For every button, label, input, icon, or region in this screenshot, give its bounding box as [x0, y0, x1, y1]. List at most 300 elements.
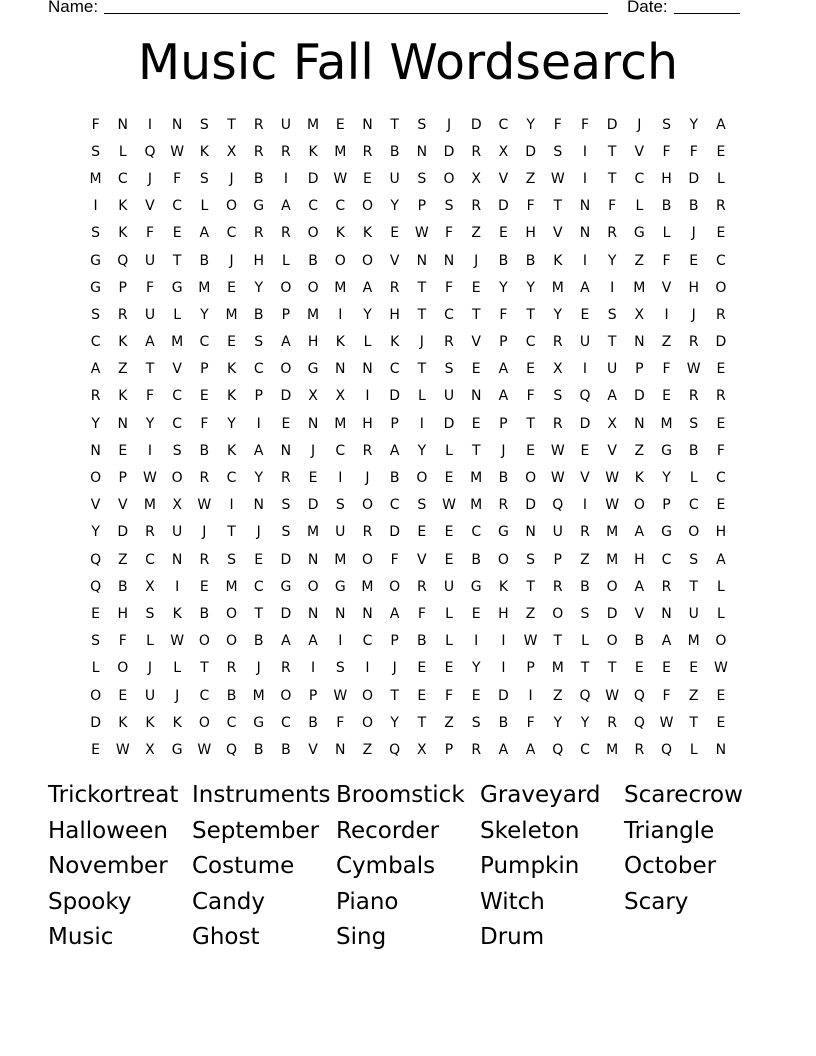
- grid-letter: T: [526, 306, 535, 323]
- grid-letter: F: [145, 279, 154, 296]
- grid-letter: S: [227, 551, 236, 568]
- grid-letter: Q: [579, 388, 591, 405]
- grid-letter: V: [607, 442, 617, 459]
- grid-letter: D: [688, 170, 700, 187]
- grid-letter: Q: [90, 578, 102, 595]
- grid-letter: G: [280, 578, 292, 595]
- grid-letter: L: [689, 470, 698, 487]
- grid-letter: O: [280, 279, 292, 296]
- grid-letter: W: [197, 497, 212, 514]
- grid-letter: A: [498, 388, 509, 405]
- grid-letter: E: [471, 279, 481, 296]
- grid-letter: B: [498, 252, 509, 269]
- grid-letter: L: [662, 225, 671, 242]
- name-field-line[interactable]: [104, 13, 608, 14]
- grid-letter: O: [389, 578, 401, 595]
- grid-letter: A: [389, 605, 400, 622]
- grid-letter: T: [607, 143, 617, 160]
- grid-letter: C: [716, 470, 726, 487]
- grid-letter: P: [499, 334, 508, 351]
- grid-letter: A: [145, 334, 155, 351]
- grid-letter: G: [661, 524, 672, 541]
- grid-letter: U: [579, 334, 591, 351]
- grid-letter: D: [715, 334, 727, 351]
- grid-letter: G: [171, 279, 183, 296]
- grid-letter: F: [526, 198, 535, 215]
- grid-letter: V: [634, 143, 645, 160]
- word-list-item: Skeleton: [480, 817, 580, 844]
- grid-letter: I: [610, 279, 615, 296]
- grid-letter: K: [335, 334, 345, 351]
- grid-letter: F: [526, 714, 535, 731]
- grid-letter: J: [446, 116, 452, 133]
- grid-letter: H: [525, 225, 536, 242]
- grid-letter: F: [145, 388, 154, 405]
- grid-letter: X: [226, 143, 237, 160]
- grid-letter: A: [716, 116, 726, 133]
- grid-letter: J: [501, 442, 506, 459]
- grid-letter: A: [389, 442, 400, 459]
- grid-letter: Z: [661, 334, 672, 351]
- grid-letter: D: [633, 388, 645, 405]
- grid-letter: L: [717, 605, 725, 622]
- grid-letter: T: [417, 361, 427, 378]
- grid-letter: A: [525, 741, 536, 758]
- grid-letter: X: [498, 143, 509, 160]
- grid-letter: L: [445, 442, 453, 459]
- grid-letter: G: [633, 225, 645, 242]
- grid-letter: C: [226, 714, 237, 731]
- grid-letter: D: [307, 170, 319, 187]
- grid-letter: B: [253, 306, 264, 323]
- grid-letter: B: [199, 605, 210, 622]
- grid-letter: J: [229, 170, 234, 187]
- grid-letter: C: [199, 687, 210, 704]
- grid-letter: H: [253, 252, 264, 269]
- grid-letter: V: [389, 252, 400, 269]
- grid-letter: E: [417, 687, 427, 704]
- grid-letter: O: [307, 225, 319, 242]
- grid-letter: I: [147, 116, 153, 133]
- grid-letter: Z: [117, 361, 128, 378]
- grid-letter: B: [498, 470, 509, 487]
- grid-letter: E: [227, 334, 236, 351]
- grid-letter: B: [389, 470, 400, 487]
- grid-letter: Y: [227, 415, 236, 432]
- grid-letter: E: [689, 252, 699, 269]
- grid-letter: V: [552, 225, 563, 242]
- grid-letter: I: [582, 361, 588, 378]
- grid-letter: J: [256, 660, 261, 677]
- grid-letter: I: [582, 497, 588, 514]
- grid-letter: O: [606, 578, 618, 595]
- grid-letter: A: [634, 524, 645, 541]
- grid-letter: R: [281, 470, 291, 487]
- grid-letter: V: [145, 198, 155, 215]
- grid-letter: Q: [117, 252, 129, 269]
- grid-letter: C: [281, 714, 291, 731]
- grid-letter: G: [90, 252, 102, 269]
- grid-letter: N: [171, 116, 183, 133]
- grid-letter: I: [582, 143, 588, 160]
- grid-letter: O: [715, 633, 727, 650]
- grid-letter: W: [550, 170, 565, 187]
- grid-letter: L: [173, 660, 182, 677]
- grid-letter: O: [90, 687, 102, 704]
- grid-letter: I: [256, 415, 261, 432]
- grid-letter: H: [362, 415, 373, 432]
- grid-letter: C: [172, 198, 183, 215]
- grid-letter: I: [338, 306, 343, 323]
- grid-letter: A: [281, 198, 291, 215]
- grid-letter: V: [90, 497, 101, 514]
- grid-letter: X: [145, 578, 155, 595]
- grid-letter: S: [417, 170, 427, 187]
- grid-letter: A: [634, 578, 645, 595]
- grid-letter: R: [199, 551, 210, 568]
- grid-letter: R: [634, 741, 645, 758]
- grid-letter: L: [146, 633, 154, 650]
- grid-letter: C: [172, 388, 183, 405]
- grid-letter: O: [198, 633, 210, 650]
- grid-letter: L: [417, 388, 426, 405]
- grid-letter: M: [334, 415, 347, 432]
- grid-letter: C: [199, 334, 210, 351]
- page-title: Music Fall Wordsearch: [137, 34, 679, 91]
- grid-letter: C: [580, 741, 590, 758]
- grid-letter: B: [389, 143, 400, 160]
- grid-letter: N: [443, 252, 455, 269]
- grid-letter: S: [417, 116, 427, 133]
- grid-letter: X: [471, 170, 482, 187]
- grid-letter: N: [362, 361, 373, 378]
- grid-letter: Q: [552, 497, 564, 514]
- grid-letter: O: [606, 633, 618, 650]
- grid-letter: K: [226, 361, 237, 378]
- grid-letter: R: [607, 225, 618, 242]
- grid-letter: J: [474, 252, 479, 269]
- grid-letter: P: [499, 415, 508, 432]
- grid-letter: O: [443, 170, 455, 187]
- grid-letter: T: [607, 660, 617, 677]
- grid-letter: T: [417, 306, 427, 323]
- grid-letter: A: [661, 633, 672, 650]
- grid-letter: S: [335, 497, 345, 514]
- grid-letter: B: [688, 198, 699, 215]
- header-row: [48, 0, 748, 19]
- grid-letter: M: [171, 334, 184, 351]
- grid-letter: U: [335, 524, 346, 541]
- grid-letter: F: [445, 279, 454, 296]
- grid-letter: F: [336, 714, 345, 731]
- grid-letter: E: [716, 143, 726, 160]
- grid-letter: H: [307, 334, 319, 351]
- grid-letter: D: [470, 116, 482, 133]
- grid-letter: W: [333, 170, 348, 187]
- grid-letter: I: [147, 442, 153, 459]
- grid-letter: C: [117, 170, 128, 187]
- grid-letter: Z: [634, 442, 645, 459]
- grid-letter: N: [362, 116, 373, 133]
- grid-letter: L: [91, 660, 100, 677]
- grid-letter: N: [117, 116, 129, 133]
- grid-letter: M: [334, 143, 347, 160]
- grid-letter: A: [498, 361, 509, 378]
- grid-letter: W: [605, 497, 620, 514]
- word-list-item: Piano: [336, 888, 399, 915]
- grid-letter: W: [197, 741, 212, 758]
- grid-letter: E: [634, 660, 644, 677]
- grid-letter: Y: [91, 415, 100, 432]
- grid-letter: N: [470, 388, 482, 405]
- grid-letter: O: [361, 252, 373, 269]
- grid-letter: T: [172, 252, 182, 269]
- grid-letter: E: [526, 442, 536, 459]
- grid-letter: C: [335, 442, 346, 459]
- grid-letter: T: [689, 714, 698, 731]
- grid-letter: D: [280, 551, 292, 568]
- grid-letter: S: [553, 143, 563, 160]
- grid-letter: K: [172, 605, 182, 622]
- grid-letter: E: [471, 415, 481, 432]
- grid-letter: C: [335, 198, 346, 215]
- grid-letter: K: [335, 225, 345, 242]
- grid-letter: I: [338, 633, 343, 650]
- grid-letter: R: [552, 415, 563, 432]
- word-list: [48, 778, 768, 956]
- grid-letter: S: [689, 551, 699, 568]
- grid-letter: R: [716, 388, 726, 405]
- letter-grid: [82, 111, 735, 764]
- grid-letter: N: [715, 741, 727, 758]
- grid-letter: O: [416, 470, 428, 487]
- grid-letter: I: [474, 633, 479, 650]
- grid-letter: E: [662, 660, 671, 677]
- grid-letter: P: [281, 306, 291, 323]
- grid-letter: S: [199, 116, 209, 133]
- grid-letter: K: [226, 388, 237, 405]
- grid-letter: E: [199, 388, 209, 405]
- grid-letter: B: [199, 442, 210, 459]
- grid-letter: C: [634, 170, 645, 187]
- grid-letter: Z: [552, 687, 563, 704]
- grid-letter: C: [661, 551, 672, 568]
- grid-letter: C: [253, 361, 264, 378]
- word-list-item: Candy: [192, 888, 265, 915]
- grid-letter: Y: [390, 198, 399, 215]
- grid-letter: S: [444, 198, 454, 215]
- grid-letter: P: [308, 687, 318, 704]
- grid-letter: F: [526, 388, 535, 405]
- grid-letter: W: [659, 714, 674, 731]
- grid-letter: G: [253, 714, 265, 731]
- grid-letter: O: [117, 660, 129, 677]
- grid-letter: W: [143, 470, 157, 487]
- grid-letter: O: [361, 198, 373, 215]
- grid-letter: S: [199, 170, 209, 187]
- grid-letter: Q: [226, 741, 238, 758]
- grid-letter: A: [362, 279, 373, 296]
- grid-letter: I: [664, 306, 669, 323]
- grid-letter: R: [226, 660, 237, 677]
- grid-letter: Y: [145, 415, 155, 432]
- word-list-item: Graveyard: [480, 782, 601, 808]
- grid-letter: K: [390, 334, 400, 351]
- word-list-item: Recorder: [336, 817, 440, 844]
- grid-letter: L: [173, 306, 182, 323]
- grid-letter: R: [362, 143, 373, 160]
- date-label: Date:: [627, 0, 668, 16]
- grid-letter: C: [444, 306, 454, 323]
- grid-letter: T: [580, 660, 590, 677]
- grid-letter: M: [198, 279, 211, 296]
- grid-letter: L: [717, 170, 725, 187]
- grid-letter: Y: [526, 279, 535, 296]
- grid-letter: T: [200, 660, 209, 677]
- grid-letter: P: [390, 633, 399, 650]
- grid-letter: R: [145, 524, 155, 541]
- grid-letter: X: [552, 361, 563, 378]
- grid-letter: Z: [117, 551, 128, 568]
- word-list-item: Broomstick: [336, 782, 465, 808]
- grid-letter: D: [579, 415, 591, 432]
- grid-letter: X: [308, 388, 318, 405]
- grid-letter: V: [117, 497, 128, 514]
- grid-letter: E: [498, 225, 508, 242]
- date-field-line[interactable]: [674, 13, 740, 14]
- grid-letter: C: [525, 334, 536, 351]
- word-list-item: Sing: [336, 924, 387, 950]
- grid-letter: T: [471, 442, 481, 459]
- grid-letter: I: [175, 578, 180, 595]
- grid-letter: O: [688, 524, 700, 541]
- grid-letter: D: [280, 605, 292, 622]
- grid-letter: R: [580, 524, 590, 541]
- name-label: Name:: [48, 0, 99, 16]
- grid-letter: D: [525, 143, 536, 160]
- grid-letter: M: [307, 306, 320, 323]
- grid-letter: F: [417, 605, 426, 622]
- grid-letter: J: [419, 334, 424, 351]
- grid-letter: O: [280, 687, 292, 704]
- grid-letter: E: [444, 470, 454, 487]
- grid-letter: D: [443, 415, 455, 432]
- grid-letter: R: [117, 306, 128, 323]
- grid-letter: Q: [633, 687, 645, 704]
- grid-letter: H: [117, 605, 129, 622]
- grid-letter: O: [361, 497, 373, 514]
- grid-letter: N: [416, 252, 428, 269]
- grid-letter: J: [365, 470, 370, 487]
- grid-letter: Z: [444, 714, 454, 731]
- grid-letter: E: [716, 415, 726, 432]
- grid-letter: O: [90, 470, 102, 487]
- grid-letter: A: [90, 361, 101, 378]
- grid-letter: S: [526, 551, 536, 568]
- grid-letter: M: [470, 497, 483, 514]
- grid-letter: E: [471, 687, 481, 704]
- grid-letter: F: [662, 143, 671, 160]
- grid-letter: J: [691, 225, 696, 242]
- grid-letter: V: [172, 361, 182, 378]
- grid-letter: Q: [633, 714, 645, 731]
- grid-letter: F: [662, 252, 671, 269]
- grid-letter: I: [365, 388, 370, 405]
- grid-letter: E: [363, 170, 372, 187]
- grid-letter: M: [551, 279, 564, 296]
- grid-letter: F: [553, 116, 562, 133]
- grid-letter: T: [390, 687, 399, 704]
- grid-letter: C: [145, 551, 155, 568]
- grid-letter: M: [334, 279, 347, 296]
- grid-letter: P: [635, 361, 644, 378]
- word-list-item: Drum: [480, 924, 545, 950]
- grid-letter: I: [311, 660, 316, 677]
- grid-letter: E: [444, 524, 454, 541]
- grid-letter: O: [307, 279, 319, 296]
- grid-letter: H: [389, 306, 400, 323]
- grid-letter: N: [335, 361, 346, 378]
- grid-letter: R: [281, 225, 291, 242]
- grid-letter: L: [581, 633, 589, 650]
- grid-letter: N: [579, 198, 591, 215]
- grid-letter: R: [552, 578, 563, 595]
- grid-letter: F: [445, 687, 454, 704]
- grid-letter: K: [118, 714, 128, 731]
- grid-letter: Q: [661, 741, 673, 758]
- grid-letter: L: [689, 741, 698, 758]
- grid-letter: M: [307, 116, 320, 133]
- grid-letter: T: [607, 170, 617, 187]
- grid-letter: U: [144, 252, 156, 269]
- grid-letter: R: [607, 714, 618, 731]
- grid-letter: B: [253, 170, 264, 187]
- grid-letter: A: [281, 633, 291, 650]
- grid-letter: M: [252, 687, 265, 704]
- grid-letter: L: [200, 198, 209, 215]
- grid-letter: E: [254, 551, 264, 568]
- grid-letter: Y: [553, 306, 563, 323]
- grid-letter: W: [550, 470, 565, 487]
- grid-letter: N: [416, 143, 428, 160]
- grid-letter: V: [417, 551, 427, 568]
- grid-letter: I: [229, 497, 234, 514]
- grid-letter: R: [199, 470, 210, 487]
- grid-letter: C: [362, 633, 373, 650]
- grid-letter: X: [607, 415, 617, 432]
- grid-letter: H: [498, 605, 509, 622]
- grid-letter: A: [607, 388, 617, 405]
- grid-letter: L: [445, 633, 453, 650]
- grid-letter: R: [471, 143, 482, 160]
- grid-letter: E: [716, 497, 726, 514]
- word-list-item: October: [624, 853, 717, 879]
- grid-letter: M: [334, 551, 347, 568]
- grid-letter: E: [417, 524, 427, 541]
- grid-letter: J: [229, 252, 234, 269]
- grid-letter: D: [606, 116, 618, 133]
- grid-letter: I: [93, 198, 98, 215]
- grid-letter: C: [226, 470, 237, 487]
- grid-letter: W: [605, 470, 620, 487]
- grid-letter: S: [91, 633, 101, 650]
- grid-letter: M: [633, 279, 646, 296]
- grid-letter: X: [335, 388, 346, 405]
- grid-letter: I: [501, 633, 506, 650]
- grid-letter: B: [117, 578, 128, 595]
- grid-letter: D: [389, 388, 401, 405]
- grid-letter: P: [553, 551, 562, 568]
